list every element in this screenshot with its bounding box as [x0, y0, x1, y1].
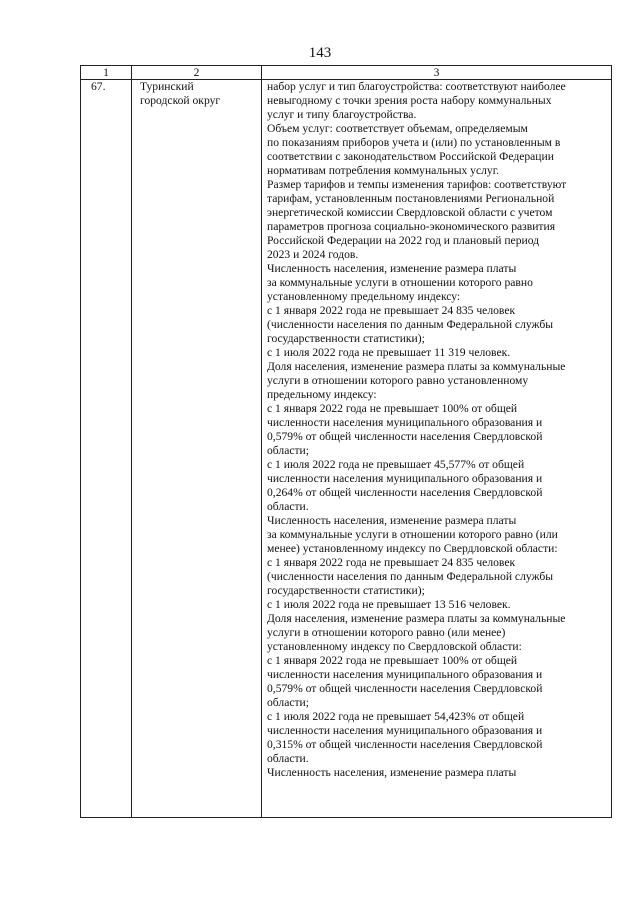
- content-line: Численность населения, изменение размера платы: [267, 766, 517, 779]
- content-line: Российской Федерации на 2022 год и плановый период: [267, 234, 540, 247]
- table-header-row: [81, 66, 612, 80]
- content-line: с 1 января 2022 года не превышает 24 835 человек: [267, 556, 516, 569]
- content-line: с 1 июля 2022 года не превышает 11 319 человек.: [267, 346, 511, 359]
- content-line: 0,579% от общей численности населения Свердловской: [267, 682, 543, 695]
- content-line: Размер тарифов и темпы изменения тарифов: соответствуют: [267, 178, 567, 191]
- column-header-2: 2: [132, 66, 262, 80]
- content-line: численности населения муниципального образования и: [267, 724, 543, 737]
- row-content: [262, 80, 612, 818]
- content-line: параметров прогноза социально-экономического развития: [267, 220, 556, 233]
- content-line: нормативам потребления коммунальных услуг.: [267, 164, 500, 177]
- content-line: за коммунальные услуги в отношении которого равно: [267, 276, 533, 289]
- municipality-name: Туринский городской округ: [132, 80, 262, 818]
- content-line: Объем услуг: соответствует объемам, определяемым: [267, 122, 528, 135]
- content-line: 0,264% от общей численности населения Свердловской: [267, 486, 543, 499]
- document-table: [80, 65, 612, 818]
- content-line: по показаниям приборов учета и (или) по установленным в: [267, 136, 561, 149]
- content-line: (численности населения по данным Федеральной службы: [267, 570, 554, 583]
- column-header-3: 3: [262, 66, 612, 80]
- content-line: 0,315% от общей численности населения Свердловской: [267, 738, 543, 751]
- table-row: [81, 80, 612, 818]
- content-line: государственности статистики);: [267, 584, 425, 597]
- content-line: с 1 июля 2022 года не превышает 13 516 человек.: [267, 598, 511, 611]
- content-line: 2023 и 2024 годов.: [267, 248, 359, 261]
- page-number: 143: [308, 45, 332, 61]
- content-line: государственности статистики);: [267, 332, 425, 345]
- content-line: области.: [267, 500, 309, 513]
- content-line: установленному предельному индексу:: [267, 290, 461, 303]
- content-line: предельному индексу:: [267, 388, 377, 401]
- content-line: с 1 июля 2022 года не превышает 54,423% от общей: [267, 710, 525, 723]
- content-line: невыгодному с точки зрения роста набору коммунальных: [267, 94, 552, 107]
- content-line: за коммунальные услуги в отношении которого равно (или: [267, 528, 558, 541]
- content-line: энергетической комиссии Свердловской области с учетом: [267, 206, 553, 219]
- content-line: услуги в отношении которого равно установленному: [267, 374, 529, 387]
- content-line: области.: [267, 752, 309, 765]
- column-header-1: 1: [81, 66, 132, 80]
- content-line: соответствии с законодательством Российской Федерации: [267, 150, 554, 163]
- content-line: услуг и типу благоустройства.: [267, 108, 417, 121]
- content-line: с 1 января 2022 года не превышает 100% от общей: [267, 654, 518, 667]
- row-number: 67.: [81, 80, 132, 818]
- content-line: области;: [267, 444, 309, 457]
- content-line: численности населения муниципального образования и: [267, 472, 543, 485]
- content-line: тарифам, установленным постановлениями Региональной: [267, 192, 555, 205]
- content-line: области;: [267, 696, 309, 709]
- content-line: менее) установленному индексу по Свердловской области:: [267, 542, 558, 555]
- content-line: Численность населения, изменение размера платы: [267, 262, 517, 275]
- content-line: набор услуг и тип благоустройства: соответствуют наиболее: [267, 80, 566, 93]
- content-line: Доля населения, изменение размера платы за коммунальные: [267, 612, 566, 625]
- content-line: установленному индексу по Свердловской области:: [267, 640, 522, 653]
- content-line: с 1 июля 2022 года не превышает 45,577% от общей: [267, 458, 525, 471]
- content-line: Численность населения, изменение размера платы: [267, 514, 517, 527]
- content-line: с 1 января 2022 года не превышает 100% от общей: [267, 402, 518, 415]
- content-line: Доля населения, изменение размера платы за коммунальные: [267, 360, 566, 373]
- content-line: 0,579% от общей численности населения Свердловской: [267, 430, 543, 443]
- content-line: услуги в отношении которого равно (или менее): [267, 626, 506, 639]
- content-line: с 1 января 2022 года не превышает 24 835 человек: [267, 304, 516, 317]
- content-line: численности населения муниципального образования и: [267, 668, 543, 681]
- content-line: численности населения муниципального образования и: [267, 416, 543, 429]
- content-line: (численности населения по данным Федеральной службы: [267, 318, 554, 331]
